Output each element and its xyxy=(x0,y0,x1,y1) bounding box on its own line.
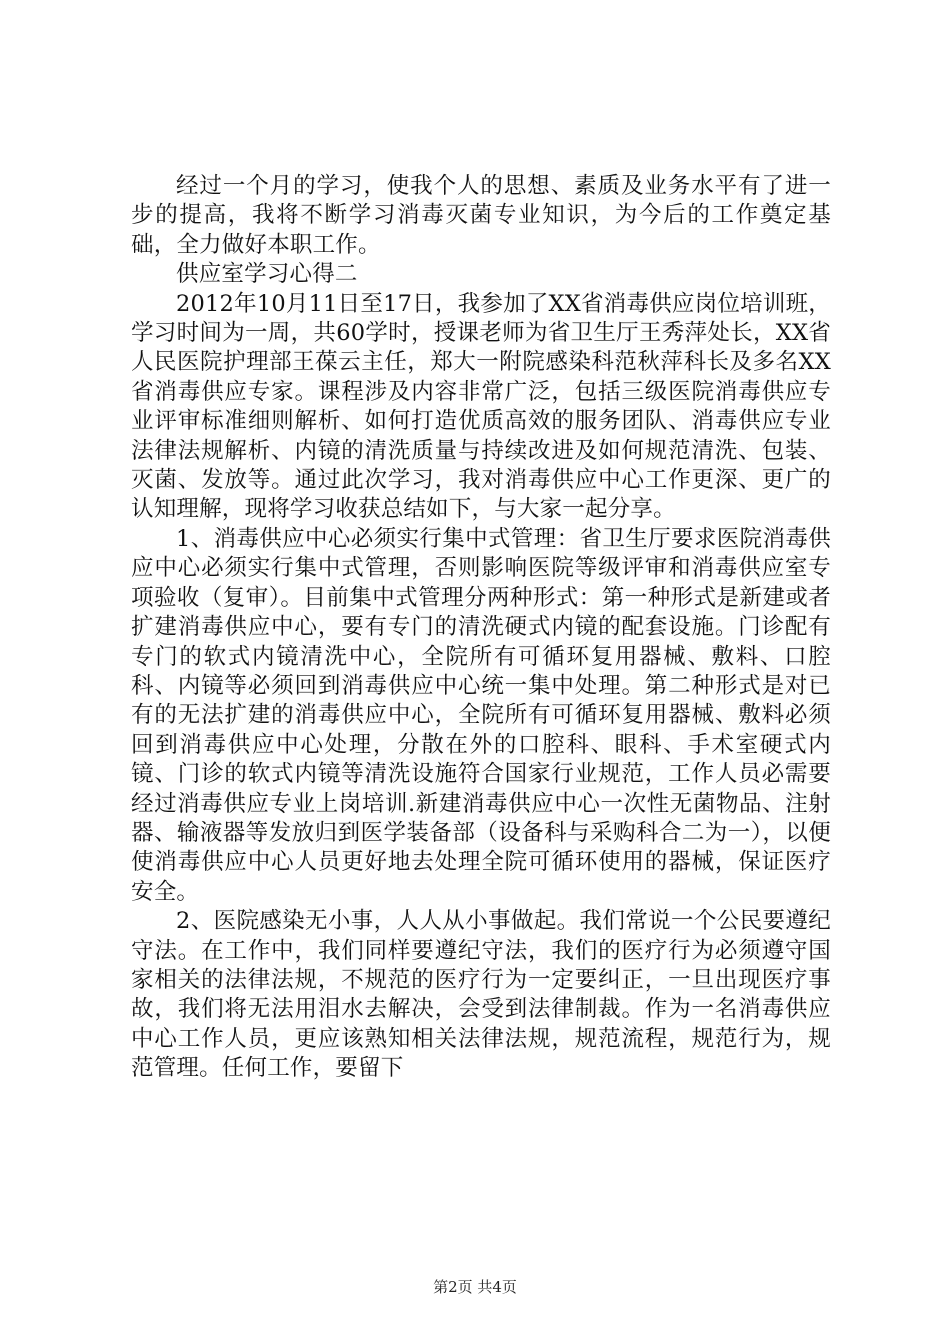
paragraph-point-1: 1、消毒供应中心必须实行集中式管理：省卫生厅要求医院消毒供应中心必须实行集中式管理，否则影响医院等级评审和消毒供应室专项验收（复审）。目前集中式管理分两种形式：第一种形式是新建或者扩建消毒供应中心，要有专门的清洗硬式内镜的配套设施。门诊配有专门的软式内镜清洗中心，全院所有可循环复用器械、敷料、口腔科、内镜等必须回到消毒供应中心统一集中处理。第二种形式是对已有的无法扩建的消毒供应中心，全院所有可循环复用器械、敷料必须回到消毒供应中心处理，分散在外的口腔科、眼科、手术室硬式内镜、门诊的软式内镜等清洗设施符合国家行业规范，工作人员必需要经过消毒供应专业上岗培训.新建消毒供应中心一次性无菌物品、注射器、输液器等发放归到医学装备部（设备科与采购科合二为一），以便使消毒供应中心人员更好地去处理全院可循环使用的器械，保证医疗安全。 xyxy=(131,525,831,905)
document-body xyxy=(131,172,831,1084)
section-heading: 供应室学习心得二 xyxy=(176,261,358,288)
paragraph-training-overview: 2012年10月11日至17日，我参加了XX省消毒供应岗位培训班，学习时间为一周，共60学时，授课老师为省卫生厅王秀萍处长，XX省人民医院护理部王葆云主任，郑大一附院感染科范秋萍科长及多名XX省消毒供应专家。课程涉及内容非常广泛，包括三级医院消毒供应专业评审标准细则解析、如何打造优质高效的服务团队、消毒供应专业法律法规解析、内镜的清洗质量与持续改进及如何规范清洗、包装、灭菌、发放等。通过此次学习，我对消毒供应中心工作更深、更广的认知理解，现将学习收获总结如下，与大家一起分享。 xyxy=(131,290,831,523)
paragraph-intro: 经过一个月的学习，使我个人的思想、素质及业务水平有了进一步的提高，我将不断学习消毒灭菌专业知识，为今后的工作奠定基础，全力做好本职工作。 xyxy=(131,173,831,258)
page-footer: 第2页 共4页 xyxy=(433,1278,517,1296)
paragraph-point-2: 2、医院感染无小事，人人从小事做起。我们常说一个公民要遵纪守法。在工作中，我们同样要遵纪守法，我们的医疗行为必须遵守国家相关的法律法规，不规范的医疗行为一定要纠正，一旦出现医疗事故，我们将无法用泪水去解决，会受到法律制裁。作为一名消毒供应中心工作人员，更应该熟知相关法律法规，规范流程，规范行为，规范管理。任何工作，要留下 xyxy=(131,908,831,1082)
